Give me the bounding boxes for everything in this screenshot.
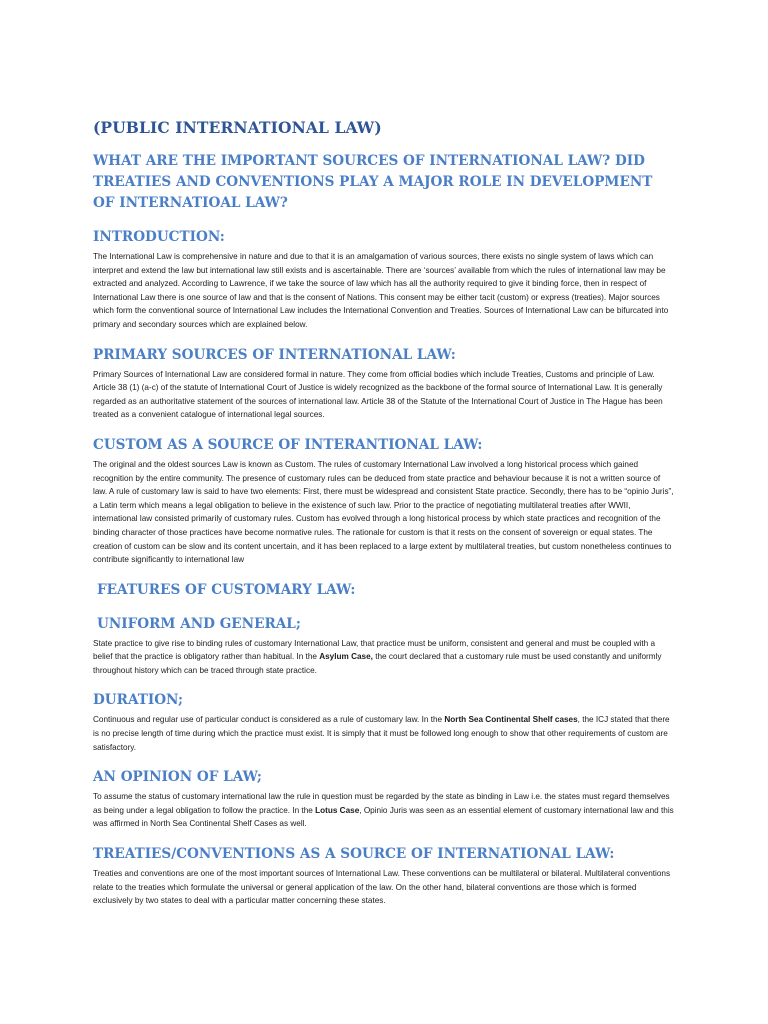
asylum-case-ref: Asylum Case, xyxy=(319,652,373,662)
lotus-case-ref: Lotus Case xyxy=(315,805,360,815)
heading-opinion: AN OPINION OF LAW; xyxy=(93,769,262,786)
document-title: (PUBLIC INTERNATIONAL LAW) xyxy=(93,118,382,137)
paragraph-primary-sources: Primary Sources of International Law are considered formal in nature. They come from official bodies which include Treaties, Customs and principle of Law. Article 38 (1) (a-c) of the statute of International Court of Justice is widely recognized as the backbone of the formal source of International Law. It is generally regarded as an authoritative statement of the sources of international law. Article 38 of the Statute of the International Court of Justice in The Hague has been treated as a convenient catalogue of international legal sources. xyxy=(93,369,663,420)
paragraph-custom: The original and the oldest sources Law is known as Custom. The rules of customary International Law involved a long historical process which gained recognition by the entire community. The presence of customary rules can be deduced from state practice and behaviour because it is not a written source of law. A rule of customary law is said to have two elements: First, there must be widespread and consistent State practice. Secondly, there has to be “opinio Juris”, a Latin term which means a legal obligation to believe in the existence of such law. Prior to the practice of negotiating multilateral treaties after WWII, international law consisted primarily of customary rules. Custom has evolved through a long historical process by which state practices and recognition of the binding character of those practices have become normative rules. The rationale for custom is that it rests on the consent of sovereign or equal states. The creation of custom can be slow and its content uncertain, and it has been replaced to a large extent by multilateral treaties, but custom nonetheless continues to contribute significantly to international law xyxy=(93,459,674,565)
heading-custom: CUSTOM AS A SOURCE OF INTERANTIONAL LAW: xyxy=(93,436,483,453)
paragraph-opinion xyxy=(93,790,676,831)
uniform-text-b: the court declared that a customary rule must be used constantly and uniformly throughout history which can be traced through state practice. xyxy=(93,652,662,675)
opinion-text-a: To assume the status of customary international law the rule in question must be regarded by the state as binding in Law i.e. the states must regard themselves as being under a legal obligation to follow the practice. In the xyxy=(93,792,670,815)
heading-treaties: TREATIES/CONVENTIONS AS A SOURCE OF INTERNATIONAL LAW: xyxy=(93,846,615,863)
essay-question: WHAT ARE THE IMPORTANT SOURCES OF INTERNATIONAL LAW? DID TREATIES AND CONVENTIONS PLAY A MAJOR ROLE IN DEVELOPMENT OF INTERNATIOAL LAW? xyxy=(93,153,653,211)
uniform-text-a: State practice to give rise to binding rules of customary International Law, that practice must be uniform, consistent and general and must be coupled with a belief that the practice is obligatory rather than habitual. In the xyxy=(93,638,656,662)
heading-features: FEATURES OF CUSTOMARY LAW: xyxy=(97,581,356,598)
duration-text-a: Continuous and regular use of particular conduct is considered as a rule of customary law. In the xyxy=(93,715,445,725)
opinion-text-b: , Opinio Juris was seen as an essential element of customary international law and this was affirmed in North Sea Continental Shelf Cases as well. xyxy=(93,805,674,829)
heading-uniform: UNIFORM AND GENERAL; xyxy=(97,615,301,632)
paragraph-treaties: Treaties and conventions are one of the most important sources of International Law. These conventions can be multilateral or bilateral. Multilateral conventions relate to the treaties which formulate the universal or general application of the law. On the other hand, bilateral conventions are those which is formed exclusively by two states to deal with a particular matter concerning these states. xyxy=(93,869,671,906)
heading-introduction: INTRODUCTION: xyxy=(93,229,225,245)
paragraph-duration xyxy=(93,713,676,754)
paragraph-introduction: The International Law is comprehensive in nature and due to that it is an amalgamation of various sources, there exists no single system of laws which can interpret and extend the law but international law still exists and is ascertainable. There are ‘sources’ available from which the rules of international law may be extracted and analyzed. According to Lawrence, if we take the source of law which has all the authority required to give it binding force, then in respect of International Law there is one source of law and that is the consent of Nations. This consent may be either tacit (custom) or express (treaties). Major sources which form the conventional source of International Law includes the International Convention and Treaties. Sources of International Law can be bifurcated into primary and secondary sources which are explained below. xyxy=(93,252,669,329)
paragraph-uniform xyxy=(93,637,676,678)
heading-primary-sources: PRIMARY SOURCES OF INTERNATIONAL LAW: xyxy=(93,346,456,363)
heading-duration: DURATION; xyxy=(93,692,184,709)
north-sea-case-ref: North Sea Continental Shelf cases xyxy=(444,715,578,725)
duration-text-b: , the ICJ stated that there is no precise length of time during which the practice must exist. It is simply that it must be followed long enough to show that other requirements of custom are satisfactory. xyxy=(93,715,670,752)
